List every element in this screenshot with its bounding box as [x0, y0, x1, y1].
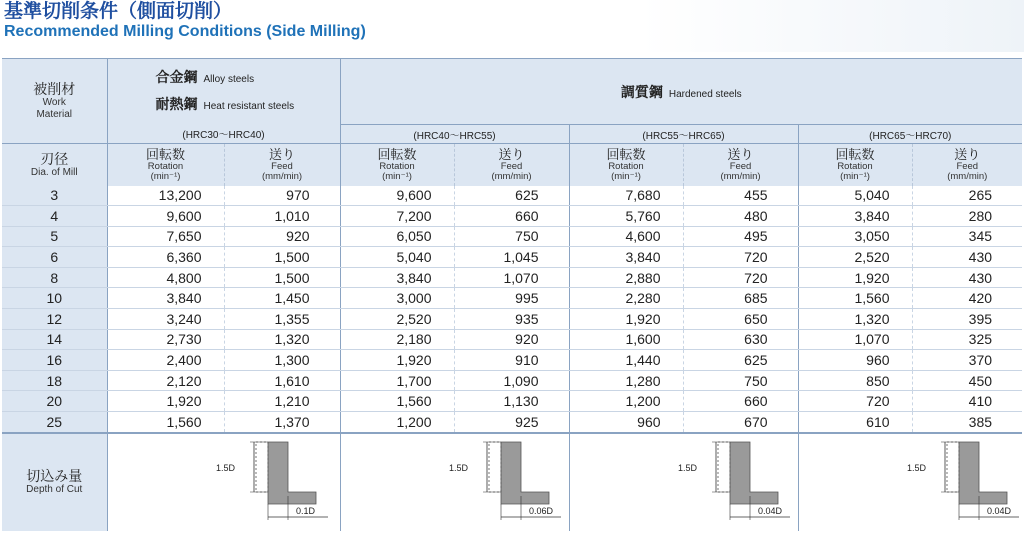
feed-value-cell: 1,450	[224, 288, 340, 309]
cut-diagram-3	[570, 434, 799, 526]
feed-value-cell: 720	[683, 247, 798, 268]
rotation-value-cell: 2,880	[569, 267, 683, 288]
feed-value-cell: 265	[912, 186, 1022, 206]
feed-value-cell: 1,130	[454, 391, 569, 412]
mill-diameter-cell: 20	[2, 391, 107, 412]
data-rows	[2, 186, 1022, 433]
rotation-value-cell: 1,200	[340, 412, 454, 433]
feed-value-cell: 925	[454, 412, 569, 433]
rotation-jp: 回転数	[377, 147, 417, 163]
table-row	[2, 186, 1022, 206]
mill-diameter-cell: 6	[2, 247, 107, 268]
work-material-en2: Material	[36, 109, 73, 120]
feed-value-cell: 370	[912, 350, 1022, 371]
feed-value-cell: 450	[912, 370, 1022, 391]
rotation-value-cell: 2,180	[340, 329, 454, 350]
feed-value-cell: 720	[683, 267, 798, 288]
rotation-value-cell: 960	[798, 350, 912, 371]
rotation-value-cell: 9,600	[107, 206, 224, 227]
depth-label: 1.5D	[906, 462, 926, 473]
feed-jp: 送り	[498, 147, 525, 163]
rotation-value-cell: 3,840	[569, 247, 683, 268]
rotation-value-cell: 960	[569, 412, 683, 433]
alloy-steel-jp: 合金鋼	[155, 68, 198, 85]
rotation-en: Rotation	[147, 161, 184, 173]
workpiece-shape	[959, 442, 1007, 504]
rotation-jp: 回転数	[145, 147, 185, 163]
feed-jp: 送り	[727, 147, 754, 163]
rotation-value-cell: 2,400	[107, 350, 224, 371]
feed-value-cell: 920	[224, 226, 340, 247]
width-label: 0.04D	[757, 505, 782, 516]
feed-header	[224, 144, 340, 186]
rotation-value-cell: 1,920	[340, 350, 454, 371]
width-label: 0.04D	[986, 505, 1011, 516]
feed-value-cell: 1,300	[224, 350, 340, 371]
rotation-value-cell: 1,560	[798, 288, 912, 309]
rotation-value-cell: 5,760	[569, 206, 683, 227]
feed-value-cell: 650	[683, 309, 798, 330]
depth-of-cut-jp: 切込み量	[26, 468, 83, 485]
feed-value-cell: 420	[912, 288, 1022, 309]
feed-value-cell: 1,070	[454, 267, 569, 288]
title-english: Recommended Milling Conditions (Side Milling)	[4, 23, 366, 40]
rotation-value-cell: 3,240	[107, 309, 224, 330]
rotation-value-cell: 2,520	[340, 309, 454, 330]
table-row	[2, 206, 1022, 227]
dia-of-mill-jp: 刃径	[40, 150, 69, 167]
mill-diameter-cell: 10	[2, 288, 107, 309]
rotation-value-cell: 1,920	[107, 391, 224, 412]
feed-value-cell: 430	[912, 267, 1022, 288]
hrc-range-4: (HRC65～HRC70)	[798, 125, 1022, 144]
rotation-value-cell: 2,120	[107, 370, 224, 391]
dia-of-mill-header	[2, 144, 107, 186]
hardened-steel-en: Hardened steels	[668, 88, 742, 100]
feed-value-cell: 750	[683, 370, 798, 391]
depth-label: 1.5D	[448, 462, 468, 473]
table-row	[2, 267, 1022, 288]
feed-value-cell: 970	[224, 186, 340, 206]
table-row	[2, 391, 1022, 412]
rotation-value-cell: 610	[798, 412, 912, 433]
feed-value-cell: 1,320	[224, 329, 340, 350]
feed-value-cell: 1,500	[224, 267, 340, 288]
rotation-unit: (min⁻¹)	[611, 171, 641, 183]
feed-value-cell: 1,010	[224, 206, 340, 227]
feed-value-cell: 430	[912, 247, 1022, 268]
cut-diagram-4	[799, 434, 1023, 526]
rotation-value-cell: 2,730	[107, 329, 224, 350]
rotation-value-cell: 13,200	[107, 186, 224, 206]
workpiece-shape	[730, 442, 778, 504]
rotation-value-cell: 4,600	[569, 226, 683, 247]
feed-value-cell: 410	[912, 391, 1022, 412]
feed-value-cell: 920	[454, 329, 569, 350]
cut-diagram-cell-3	[569, 433, 798, 531]
rotation-value-cell: 850	[798, 370, 912, 391]
column-header-row	[2, 144, 1022, 186]
rotation-header	[798, 144, 912, 186]
feed-unit: (mm/min)	[261, 171, 303, 183]
feed-en: Feed	[956, 161, 979, 173]
work-material-jp: 被削材	[33, 81, 76, 97]
rotation-unit: (min⁻¹)	[840, 171, 870, 183]
rotation-value-cell: 1,440	[569, 350, 683, 371]
feed-value-cell: 280	[912, 206, 1022, 227]
feed-unit: (mm/min)	[947, 171, 988, 183]
cutter-outline	[947, 442, 959, 492]
rotation-value-cell: 9,600	[340, 186, 454, 206]
table-row	[2, 412, 1022, 433]
mill-diameter-cell: 18	[2, 370, 107, 391]
rotation-value-cell: 3,840	[107, 288, 224, 309]
rotation-value-cell: 7,680	[569, 186, 683, 206]
rotation-value-cell: 2,520	[798, 247, 912, 268]
rotation-unit: (min⁻¹)	[382, 171, 412, 183]
mill-diameter-cell: 16	[2, 350, 107, 371]
feed-header	[683, 144, 798, 186]
rotation-value-cell: 7,200	[340, 206, 454, 227]
cut-diagram-cell-1	[107, 433, 340, 531]
mill-diameter-cell: 3	[2, 186, 107, 206]
table-row	[2, 226, 1022, 247]
hardened-steel-cell	[340, 59, 1022, 125]
feed-value-cell: 345	[912, 226, 1022, 247]
background-gradient	[640, 0, 1024, 52]
rotation-value-cell: 3,000	[340, 288, 454, 309]
hrc-range-3: (HRC55～HRC65)	[569, 125, 798, 144]
mill-diameter-cell: 25	[2, 412, 107, 433]
mill-diameter-cell: 5	[2, 226, 107, 247]
feed-jp: 送り	[269, 147, 296, 163]
cutter-outline	[718, 442, 730, 492]
rotation-jp: 回転数	[835, 147, 875, 163]
feed-value-cell: 1,355	[224, 309, 340, 330]
depth-label: 1.5D	[677, 462, 697, 473]
rotation-value-cell: 7,650	[107, 226, 224, 247]
feed-value-cell: 385	[912, 412, 1022, 433]
cut-diagram-2	[341, 434, 570, 526]
table-row	[2, 350, 1022, 371]
feed-value-cell: 910	[454, 350, 569, 371]
rotation-value-cell: 3,840	[798, 206, 912, 227]
work-material-en1: Work	[42, 97, 66, 108]
rotation-header	[569, 144, 683, 186]
alloy-heat-material-cell	[107, 59, 340, 125]
feed-en: Feed	[271, 161, 293, 173]
milling-conditions-table-wrap	[2, 58, 1022, 531]
feed-value-cell: 1,610	[224, 370, 340, 391]
feed-value-cell: 455	[683, 186, 798, 206]
rotation-value-cell: 3,840	[340, 267, 454, 288]
feed-value-cell: 480	[683, 206, 798, 227]
alloy-steel-en: Alloy steels	[203, 73, 255, 85]
depth-of-cut-row	[2, 433, 1022, 531]
feed-value-cell: 1,210	[224, 391, 340, 412]
feed-value-cell: 625	[454, 186, 569, 206]
rotation-value-cell: 1,560	[340, 391, 454, 412]
depth-of-cut-header	[2, 433, 107, 531]
feed-en: Feed	[729, 161, 752, 173]
feed-header	[454, 144, 569, 186]
width-label: 0.06D	[528, 505, 553, 516]
workpiece-shape	[268, 442, 316, 504]
rotation-value-cell: 1,280	[569, 370, 683, 391]
rotation-header	[340, 144, 454, 186]
rotation-value-cell: 6,360	[107, 247, 224, 268]
rotation-value-cell: 5,040	[798, 186, 912, 206]
hardened-steel-jp: 調質鋼	[620, 83, 663, 100]
rotation-en: Rotation	[837, 161, 873, 173]
rotation-header	[107, 144, 224, 186]
dia-of-mill-en: Dia. of Mill	[30, 166, 78, 178]
rotation-value-cell: 1,700	[340, 370, 454, 391]
title-japanese: 基準切削条件（側面切削）	[4, 1, 233, 22]
work-material-header	[2, 59, 107, 144]
rotation-value-cell: 2,280	[569, 288, 683, 309]
table-row	[2, 247, 1022, 268]
rotation-value-cell: 1,920	[569, 309, 683, 330]
cut-diagram-cell-2	[340, 433, 569, 531]
feed-value-cell: 495	[683, 226, 798, 247]
feed-value-cell: 750	[454, 226, 569, 247]
feed-value-cell: 1,045	[454, 247, 569, 268]
rotation-value-cell: 5,040	[340, 247, 454, 268]
feed-value-cell: 660	[454, 206, 569, 227]
heat-resistant-steel-jp: 耐熱鋼	[155, 95, 198, 112]
cutter-outline	[489, 442, 501, 492]
rotation-en: Rotation	[379, 161, 415, 173]
feed-value-cell: 630	[683, 329, 798, 350]
feed-value-cell: 625	[683, 350, 798, 371]
rotation-value-cell: 1,070	[798, 329, 912, 350]
rotation-value-cell: 3,050	[798, 226, 912, 247]
rotation-value-cell: 1,560	[107, 412, 224, 433]
feed-value-cell: 1,370	[224, 412, 340, 433]
rotation-value-cell: 1,200	[569, 391, 683, 412]
rotation-value-cell: 1,600	[569, 329, 683, 350]
feed-value-cell: 660	[683, 391, 798, 412]
rotation-value-cell: 6,050	[340, 226, 454, 247]
table-row	[2, 309, 1022, 330]
heat-resistant-steel-en: Heat resistant steels	[203, 100, 295, 112]
rotation-en: Rotation	[608, 161, 644, 173]
feed-jp: 送り	[954, 147, 981, 163]
rotation-value-cell: 720	[798, 391, 912, 412]
mill-diameter-cell: 12	[2, 309, 107, 330]
hrc-range-2: (HRC40～HRC55)	[340, 125, 569, 144]
depth-of-cut-en: Depth of Cut	[26, 484, 83, 496]
milling-conditions-table	[2, 58, 1022, 531]
title-block	[4, 0, 366, 42]
feed-value-cell: 685	[683, 288, 798, 309]
cut-diagram-1	[108, 434, 341, 526]
feed-value-cell: 395	[912, 309, 1022, 330]
table-row	[2, 370, 1022, 391]
depth-label: 1.5D	[215, 462, 235, 473]
rotation-unit: (min⁻¹)	[150, 171, 181, 183]
table-row	[2, 329, 1022, 350]
width-label: 0.1D	[295, 505, 315, 516]
mill-diameter-cell: 8	[2, 267, 107, 288]
rotation-value-cell: 1,920	[798, 267, 912, 288]
rotation-value-cell: 4,800	[107, 267, 224, 288]
feed-header	[912, 144, 1022, 186]
mill-diameter-cell: 14	[2, 329, 107, 350]
feed-value-cell: 670	[683, 412, 798, 433]
feed-en: Feed	[500, 161, 523, 173]
feed-value-cell: 995	[454, 288, 569, 309]
table-row	[2, 288, 1022, 309]
rotation-jp: 回転数	[606, 147, 646, 163]
workpiece-shape	[501, 442, 549, 504]
feed-value-cell: 935	[454, 309, 569, 330]
feed-unit: (mm/min)	[491, 171, 532, 183]
cut-diagram-cell-4	[798, 433, 1022, 531]
rotation-value-cell: 1,320	[798, 309, 912, 330]
mill-diameter-cell: 4	[2, 206, 107, 227]
feed-value-cell: 325	[912, 329, 1022, 350]
feed-value-cell: 1,500	[224, 247, 340, 268]
cutter-outline	[256, 442, 268, 492]
feed-unit: (mm/min)	[720, 171, 761, 183]
feed-value-cell: 1,090	[454, 370, 569, 391]
hrc-range-1: (HRC30～HRC40)	[107, 125, 340, 144]
